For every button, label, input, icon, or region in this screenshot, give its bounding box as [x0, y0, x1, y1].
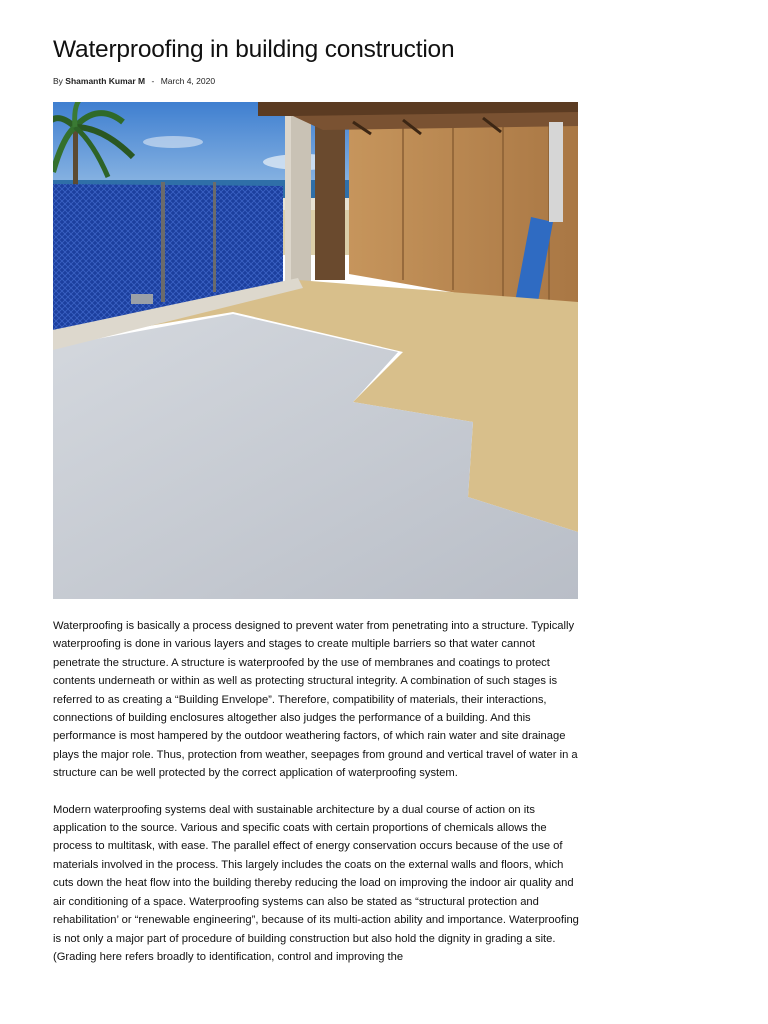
- byline-separator: -: [151, 76, 155, 86]
- paragraph-1: Waterproofing is basically a process designed to prevent water from penetrating into a structure. Typically waterproofing is done in various layers and stages to create multiple barriers so that water cannot penetrate the structure. A structure is waterproofed by the use of membranes and coatings to protect contents underneath or within as well as protecting structural integrity. A combination of such stages is referred to as creating a “Building Envelope”. Therefore, compatibility of materials, their interactions, connections of building enclosures altogether also judges the performance of a building. And this performance is most hampered by the outdoor weathering factors, of which rain water and site drainage plays the major role. Thus, protection from weather, seepages from ground and vertical travel of water in a structure can be well protected by the correct application of waterproofing system.: [53, 620, 578, 780]
- article-title: Waterproofing in building construction: [53, 36, 455, 63]
- publish-date: March 4, 2020: [160, 76, 216, 86]
- plywood-wall: [349, 102, 578, 307]
- byline-prefix: By: [53, 76, 63, 86]
- author-link[interactable]: Shamanth Kumar M: [65, 76, 146, 86]
- article: [53, 0, 583, 984]
- byline: [53, 75, 583, 87]
- hero-image: [53, 102, 578, 599]
- paragraph-2: Modern waterproofing systems deal with sustainable architecture by a dual course of action on its application to the source. Various and specific coats with certain proportions of chemicals allows the process to multitask, with ease. The parallel effect of energy conservation occurs because of the use of materials involved in the process. This largely includes the coats on the external walls and floors, which cuts down the heat flow into the building thereby reducing the load on improving the indoor air quality and air conditioning of a space. Waterproofing systems can also be stated as “structural protection and rehabilitation’ or “renewable engineering”, because of its multi-action ability and importance. Waterproofing is not only a major part of procedure of building construction but also hold the dignity in grading a site. (Grading here refers broadly to identification, control and improving the: [53, 803, 579, 963]
- article-body: [53, 617, 579, 966]
